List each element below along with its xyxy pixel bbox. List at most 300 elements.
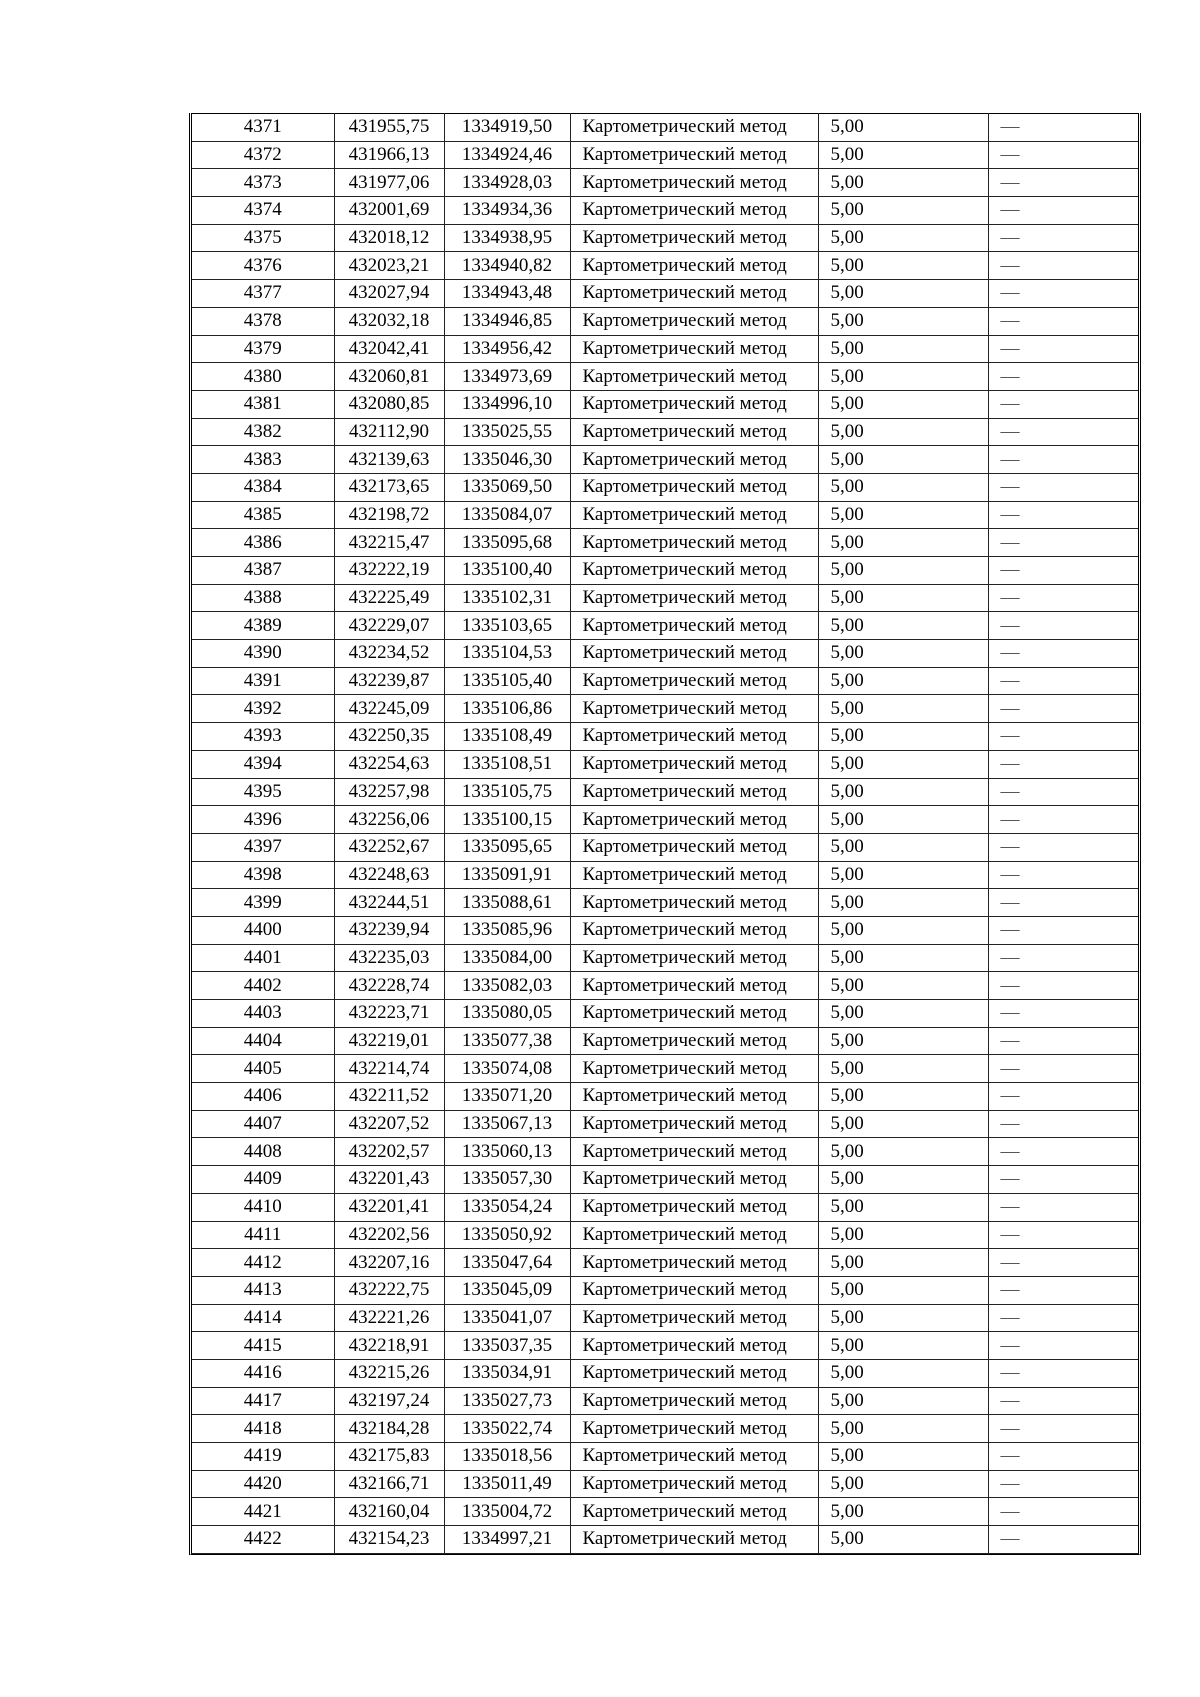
x-coordinate-cell: 432160,04 — [334, 1498, 444, 1526]
table-row — [192, 1526, 1138, 1554]
x-coordinate-cell: 432214,74 — [334, 1055, 444, 1083]
x-coordinate-cell: 432223,71 — [334, 1000, 444, 1028]
method-cell: Картометрический метод — [570, 418, 818, 446]
note-cell: — — [988, 446, 1138, 474]
table-row — [192, 1027, 1138, 1055]
x-coordinate-cell: 432027,94 — [334, 280, 444, 308]
point-number-cell: 4410 — [192, 1193, 334, 1221]
method-cell: Картометрический метод — [570, 1415, 818, 1443]
table-row — [192, 667, 1138, 695]
accuracy-cell: 5,00 — [818, 972, 988, 1000]
x-coordinate-cell: 432234,52 — [334, 640, 444, 668]
point-number-cell: 4415 — [192, 1332, 334, 1360]
x-coordinate-cell: 432207,16 — [334, 1249, 444, 1277]
accuracy-cell: 5,00 — [818, 446, 988, 474]
table-row — [192, 1498, 1138, 1526]
y-coordinate-cell: 1335080,05 — [444, 1000, 570, 1028]
method-cell: Картометрический метод — [570, 363, 818, 391]
y-coordinate-cell: 1335105,40 — [444, 667, 570, 695]
x-coordinate-cell: 432257,98 — [334, 778, 444, 806]
method-cell: Картометрический метод — [570, 1249, 818, 1277]
method-cell: Картометрический метод — [570, 252, 818, 280]
method-cell: Картометрический метод — [570, 501, 818, 529]
x-coordinate-cell: 432254,63 — [334, 750, 444, 778]
accuracy-cell: 5,00 — [818, 114, 988, 142]
method-cell: Картометрический метод — [570, 224, 818, 252]
table-row — [192, 473, 1138, 501]
point-number-cell: 4405 — [192, 1055, 334, 1083]
note-cell: — — [988, 1110, 1138, 1138]
accuracy-cell: 5,00 — [818, 280, 988, 308]
x-coordinate-cell: 432042,41 — [334, 335, 444, 363]
y-coordinate-cell: 1335084,00 — [444, 944, 570, 972]
point-number-cell: 4386 — [192, 529, 334, 557]
y-coordinate-cell: 1334938,95 — [444, 224, 570, 252]
coordinates-table-body — [192, 114, 1138, 1554]
note-cell: — — [988, 114, 1138, 142]
accuracy-cell: 5,00 — [818, 1443, 988, 1471]
x-coordinate-cell: 432001,69 — [334, 197, 444, 225]
accuracy-cell: 5,00 — [818, 197, 988, 225]
y-coordinate-cell: 1335057,30 — [444, 1166, 570, 1194]
x-coordinate-cell: 432184,28 — [334, 1415, 444, 1443]
x-coordinate-cell: 432225,49 — [334, 584, 444, 612]
table-row — [192, 695, 1138, 723]
accuracy-cell: 5,00 — [818, 778, 988, 806]
accuracy-cell: 5,00 — [818, 1470, 988, 1498]
accuracy-cell: 5,00 — [818, 418, 988, 446]
method-cell: Картометрический метод — [570, 889, 818, 917]
y-coordinate-cell: 1335047,64 — [444, 1249, 570, 1277]
y-coordinate-cell: 1335091,91 — [444, 861, 570, 889]
table-row — [192, 335, 1138, 363]
point-number-cell: 4396 — [192, 806, 334, 834]
accuracy-cell: 5,00 — [818, 1055, 988, 1083]
y-coordinate-cell: 1335054,24 — [444, 1193, 570, 1221]
point-number-cell: 4412 — [192, 1249, 334, 1277]
method-cell: Картометрический метод — [570, 557, 818, 585]
point-number-cell: 4397 — [192, 833, 334, 861]
method-cell: Картометрический метод — [570, 1166, 818, 1194]
note-cell: — — [988, 1083, 1138, 1111]
note-cell: — — [988, 833, 1138, 861]
note-cell: — — [988, 1304, 1138, 1332]
point-number-cell: 4411 — [192, 1221, 334, 1249]
note-cell: — — [988, 916, 1138, 944]
x-coordinate-cell: 432256,06 — [334, 806, 444, 834]
accuracy-cell: 5,00 — [818, 695, 988, 723]
note-cell: — — [988, 1415, 1138, 1443]
note-cell: — — [988, 1055, 1138, 1083]
note-cell: — — [988, 723, 1138, 751]
method-cell: Картометрический метод — [570, 169, 818, 197]
point-number-cell: 4389 — [192, 612, 334, 640]
method-cell: Картометрический метод — [570, 750, 818, 778]
y-coordinate-cell: 1335095,68 — [444, 529, 570, 557]
method-cell: Картометрический метод — [570, 833, 818, 861]
point-number-cell: 4398 — [192, 861, 334, 889]
table-row — [192, 1387, 1138, 1415]
y-coordinate-cell: 1334946,85 — [444, 307, 570, 335]
method-cell: Картометрический метод — [570, 584, 818, 612]
accuracy-cell: 5,00 — [818, 529, 988, 557]
point-number-cell: 4401 — [192, 944, 334, 972]
table-row — [192, 833, 1138, 861]
point-number-cell: 4420 — [192, 1470, 334, 1498]
accuracy-cell: 5,00 — [818, 861, 988, 889]
note-cell: — — [988, 1498, 1138, 1526]
x-coordinate-cell: 432173,65 — [334, 473, 444, 501]
accuracy-cell: 5,00 — [818, 1193, 988, 1221]
accuracy-cell: 5,00 — [818, 944, 988, 972]
point-number-cell: 4392 — [192, 695, 334, 723]
note-cell: — — [988, 1276, 1138, 1304]
point-number-cell: 4419 — [192, 1443, 334, 1471]
x-coordinate-cell: 432112,90 — [334, 418, 444, 446]
accuracy-cell: 5,00 — [818, 1415, 988, 1443]
note-cell: — — [988, 640, 1138, 668]
y-coordinate-cell: 1335041,07 — [444, 1304, 570, 1332]
method-cell: Картометрический метод — [570, 114, 818, 142]
table-row — [192, 390, 1138, 418]
point-number-cell: 4385 — [192, 501, 334, 529]
note-cell: — — [988, 584, 1138, 612]
point-number-cell: 4382 — [192, 418, 334, 446]
accuracy-cell: 5,00 — [818, 1332, 988, 1360]
x-coordinate-cell: 432245,09 — [334, 695, 444, 723]
y-coordinate-cell: 1335100,15 — [444, 806, 570, 834]
point-number-cell: 4417 — [192, 1387, 334, 1415]
note-cell: — — [988, 501, 1138, 529]
point-number-cell: 4400 — [192, 916, 334, 944]
x-coordinate-cell: 432218,91 — [334, 1332, 444, 1360]
x-coordinate-cell: 432250,35 — [334, 723, 444, 751]
point-number-cell: 4408 — [192, 1138, 334, 1166]
method-cell: Картометрический метод — [570, 390, 818, 418]
point-number-cell: 4409 — [192, 1166, 334, 1194]
x-coordinate-cell: 432221,26 — [334, 1304, 444, 1332]
accuracy-cell: 5,00 — [818, 1249, 988, 1277]
accuracy-cell: 5,00 — [818, 1221, 988, 1249]
method-cell: Картометрический метод — [570, 1359, 818, 1387]
method-cell: Картометрический метод — [570, 944, 818, 972]
note-cell: — — [988, 169, 1138, 197]
method-cell: Картометрический метод — [570, 529, 818, 557]
point-number-cell: 4391 — [192, 667, 334, 695]
y-coordinate-cell: 1335104,53 — [444, 640, 570, 668]
point-number-cell: 4383 — [192, 446, 334, 474]
accuracy-cell: 5,00 — [818, 390, 988, 418]
y-coordinate-cell: 1334940,82 — [444, 252, 570, 280]
coordinates-table — [192, 113, 1138, 1554]
method-cell: Картометрический метод — [570, 1055, 818, 1083]
table-row — [192, 1249, 1138, 1277]
note-cell: — — [988, 1221, 1138, 1249]
table-row — [192, 972, 1138, 1000]
method-cell: Картометрический метод — [570, 612, 818, 640]
note-cell: — — [988, 473, 1138, 501]
point-number-cell: 4393 — [192, 723, 334, 751]
x-coordinate-cell: 432239,87 — [334, 667, 444, 695]
method-cell: Картометрический метод — [570, 806, 818, 834]
accuracy-cell: 5,00 — [818, 1083, 988, 1111]
note-cell: — — [988, 1000, 1138, 1028]
y-coordinate-cell: 1334996,10 — [444, 390, 570, 418]
y-coordinate-cell: 1335025,55 — [444, 418, 570, 446]
accuracy-cell: 5,00 — [818, 612, 988, 640]
method-cell: Картометрический метод — [570, 1221, 818, 1249]
note-cell: — — [988, 806, 1138, 834]
y-coordinate-cell: 1334973,69 — [444, 363, 570, 391]
y-coordinate-cell: 1335100,40 — [444, 557, 570, 585]
x-coordinate-cell: 432228,74 — [334, 972, 444, 1000]
note-cell: — — [988, 1332, 1138, 1360]
x-coordinate-cell: 432235,03 — [334, 944, 444, 972]
point-number-cell: 4376 — [192, 252, 334, 280]
y-coordinate-cell: 1334956,42 — [444, 335, 570, 363]
method-cell: Картометрический метод — [570, 1332, 818, 1360]
method-cell: Картометрический метод — [570, 640, 818, 668]
accuracy-cell: 5,00 — [818, 806, 988, 834]
method-cell: Картометрический метод — [570, 1193, 818, 1221]
table-row — [192, 1359, 1138, 1387]
y-coordinate-cell: 1335084,07 — [444, 501, 570, 529]
note-cell: — — [988, 1027, 1138, 1055]
y-coordinate-cell: 1335108,49 — [444, 723, 570, 751]
x-coordinate-cell: 432215,47 — [334, 529, 444, 557]
note-cell: — — [988, 1249, 1138, 1277]
y-coordinate-cell: 1335004,72 — [444, 1498, 570, 1526]
method-cell: Картометрический метод — [570, 1027, 818, 1055]
table-row — [192, 1166, 1138, 1194]
table-row — [192, 944, 1138, 972]
note-cell: — — [988, 335, 1138, 363]
point-number-cell: 4374 — [192, 197, 334, 225]
accuracy-cell: 5,00 — [818, 335, 988, 363]
accuracy-cell: 5,00 — [818, 1000, 988, 1028]
x-coordinate-cell: 432139,63 — [334, 446, 444, 474]
x-coordinate-cell: 432032,18 — [334, 307, 444, 335]
accuracy-cell: 5,00 — [818, 557, 988, 585]
table-row — [192, 197, 1138, 225]
point-number-cell: 4402 — [192, 972, 334, 1000]
x-coordinate-cell: 432166,71 — [334, 1470, 444, 1498]
point-number-cell: 4422 — [192, 1526, 334, 1554]
accuracy-cell: 5,00 — [818, 667, 988, 695]
x-coordinate-cell: 432222,19 — [334, 557, 444, 585]
table-row — [192, 1193, 1138, 1221]
x-coordinate-cell: 432197,24 — [334, 1387, 444, 1415]
point-number-cell: 4375 — [192, 224, 334, 252]
method-cell: Картометрический метод — [570, 335, 818, 363]
table-row — [192, 916, 1138, 944]
table-row — [192, 1138, 1138, 1166]
note-cell: — — [988, 612, 1138, 640]
table-row — [192, 1276, 1138, 1304]
point-number-cell: 4395 — [192, 778, 334, 806]
table-row — [192, 446, 1138, 474]
y-coordinate-cell: 1334924,46 — [444, 141, 570, 169]
accuracy-cell: 5,00 — [818, 889, 988, 917]
table-row — [192, 418, 1138, 446]
note-cell: — — [988, 1359, 1138, 1387]
x-coordinate-cell: 432222,75 — [334, 1276, 444, 1304]
y-coordinate-cell: 1335060,13 — [444, 1138, 570, 1166]
accuracy-cell: 5,00 — [818, 584, 988, 612]
accuracy-cell: 5,00 — [818, 1304, 988, 1332]
accuracy-cell: 5,00 — [818, 307, 988, 335]
x-coordinate-cell: 432154,23 — [334, 1526, 444, 1554]
method-cell: Картометрический метод — [570, 1276, 818, 1304]
x-coordinate-cell: 431966,13 — [334, 141, 444, 169]
note-cell: — — [988, 307, 1138, 335]
table-row — [192, 778, 1138, 806]
point-number-cell: 4404 — [192, 1027, 334, 1055]
accuracy-cell: 5,00 — [818, 141, 988, 169]
point-number-cell: 4377 — [192, 280, 334, 308]
table-row — [192, 1083, 1138, 1111]
method-cell: Картометрический метод — [570, 1443, 818, 1471]
note-cell: — — [988, 390, 1138, 418]
accuracy-cell: 5,00 — [818, 1498, 988, 1526]
note-cell: — — [988, 750, 1138, 778]
y-coordinate-cell: 1335050,92 — [444, 1221, 570, 1249]
method-cell: Картометрический метод — [570, 1304, 818, 1332]
accuracy-cell: 5,00 — [818, 640, 988, 668]
accuracy-cell: 5,00 — [818, 1027, 988, 1055]
y-coordinate-cell: 1335071,20 — [444, 1083, 570, 1111]
method-cell: Картометрический метод — [570, 1083, 818, 1111]
note-cell: — — [988, 280, 1138, 308]
method-cell: Картометрический метод — [570, 861, 818, 889]
accuracy-cell: 5,00 — [818, 252, 988, 280]
x-coordinate-cell: 432060,81 — [334, 363, 444, 391]
point-number-cell: 4418 — [192, 1415, 334, 1443]
method-cell: Картометрический метод — [570, 916, 818, 944]
x-coordinate-cell: 432018,12 — [334, 224, 444, 252]
y-coordinate-cell: 1335095,65 — [444, 833, 570, 861]
point-number-cell: 4388 — [192, 584, 334, 612]
note-cell: — — [988, 197, 1138, 225]
note-cell: — — [988, 252, 1138, 280]
table-row — [192, 861, 1138, 889]
point-number-cell: 4378 — [192, 307, 334, 335]
table-row — [192, 252, 1138, 280]
table-row — [192, 1055, 1138, 1083]
y-coordinate-cell: 1334997,21 — [444, 1526, 570, 1554]
y-coordinate-cell: 1334934,36 — [444, 197, 570, 225]
y-coordinate-cell: 1335067,13 — [444, 1110, 570, 1138]
note-cell: — — [988, 667, 1138, 695]
x-coordinate-cell: 432080,85 — [334, 390, 444, 418]
table-row — [192, 114, 1138, 142]
x-coordinate-cell: 432211,52 — [334, 1083, 444, 1111]
y-coordinate-cell: 1335085,96 — [444, 916, 570, 944]
table-row — [192, 280, 1138, 308]
point-number-cell: 4413 — [192, 1276, 334, 1304]
method-cell: Картометрический метод — [570, 197, 818, 225]
table-row — [192, 1110, 1138, 1138]
method-cell: Картометрический метод — [570, 778, 818, 806]
y-coordinate-cell: 1335102,31 — [444, 584, 570, 612]
x-coordinate-cell: 432202,56 — [334, 1221, 444, 1249]
point-number-cell: 4390 — [192, 640, 334, 668]
accuracy-cell: 5,00 — [818, 1110, 988, 1138]
method-cell: Картометрический метод — [570, 141, 818, 169]
x-coordinate-cell: 432244,51 — [334, 889, 444, 917]
point-number-cell: 4379 — [192, 335, 334, 363]
table-row — [192, 750, 1138, 778]
x-coordinate-cell: 432201,41 — [334, 1193, 444, 1221]
point-number-cell: 4407 — [192, 1110, 334, 1138]
accuracy-cell: 5,00 — [818, 473, 988, 501]
method-cell: Картометрический метод — [570, 695, 818, 723]
method-cell: Картометрический метод — [570, 280, 818, 308]
point-number-cell: 4399 — [192, 889, 334, 917]
table-row — [192, 584, 1138, 612]
y-coordinate-cell: 1334928,03 — [444, 169, 570, 197]
note-cell: — — [988, 1387, 1138, 1415]
y-coordinate-cell: 1335082,03 — [444, 972, 570, 1000]
y-coordinate-cell: 1335034,91 — [444, 1359, 570, 1387]
x-coordinate-cell: 432239,94 — [334, 916, 444, 944]
point-number-cell: 4394 — [192, 750, 334, 778]
table-row — [192, 889, 1138, 917]
note-cell: — — [988, 141, 1138, 169]
y-coordinate-cell: 1335018,56 — [444, 1443, 570, 1471]
coordinates-table-frame — [189, 113, 1141, 1555]
method-cell: Картометрический метод — [570, 1138, 818, 1166]
accuracy-cell: 5,00 — [818, 916, 988, 944]
y-coordinate-cell: 1335105,75 — [444, 778, 570, 806]
y-coordinate-cell: 1335088,61 — [444, 889, 570, 917]
point-number-cell: 4372 — [192, 141, 334, 169]
y-coordinate-cell: 1335037,35 — [444, 1332, 570, 1360]
x-coordinate-cell: 432252,67 — [334, 833, 444, 861]
x-coordinate-cell: 432198,72 — [334, 501, 444, 529]
note-cell: — — [988, 1443, 1138, 1471]
y-coordinate-cell: 1334919,50 — [444, 114, 570, 142]
point-number-cell: 4416 — [192, 1359, 334, 1387]
y-coordinate-cell: 1335074,08 — [444, 1055, 570, 1083]
table-row — [192, 501, 1138, 529]
note-cell: — — [988, 1166, 1138, 1194]
accuracy-cell: 5,00 — [818, 723, 988, 751]
point-number-cell: 4380 — [192, 363, 334, 391]
accuracy-cell: 5,00 — [818, 1166, 988, 1194]
x-coordinate-cell: 431955,75 — [334, 114, 444, 142]
table-row — [192, 169, 1138, 197]
method-cell: Картометрический метод — [570, 1000, 818, 1028]
table-row — [192, 141, 1138, 169]
method-cell: Картометрический метод — [570, 667, 818, 695]
method-cell: Картометрический метод — [570, 473, 818, 501]
note-cell: — — [988, 363, 1138, 391]
point-number-cell: 4421 — [192, 1498, 334, 1526]
accuracy-cell: 5,00 — [818, 224, 988, 252]
accuracy-cell: 5,00 — [818, 750, 988, 778]
y-coordinate-cell: 1335022,74 — [444, 1415, 570, 1443]
note-cell: — — [988, 529, 1138, 557]
method-cell: Картометрический метод — [570, 972, 818, 1000]
y-coordinate-cell: 1335027,73 — [444, 1387, 570, 1415]
point-number-cell: 4414 — [192, 1304, 334, 1332]
table-row — [192, 1304, 1138, 1332]
table-row — [192, 1000, 1138, 1028]
accuracy-cell: 5,00 — [818, 1387, 988, 1415]
point-number-cell: 4384 — [192, 473, 334, 501]
y-coordinate-cell: 1335011,49 — [444, 1470, 570, 1498]
